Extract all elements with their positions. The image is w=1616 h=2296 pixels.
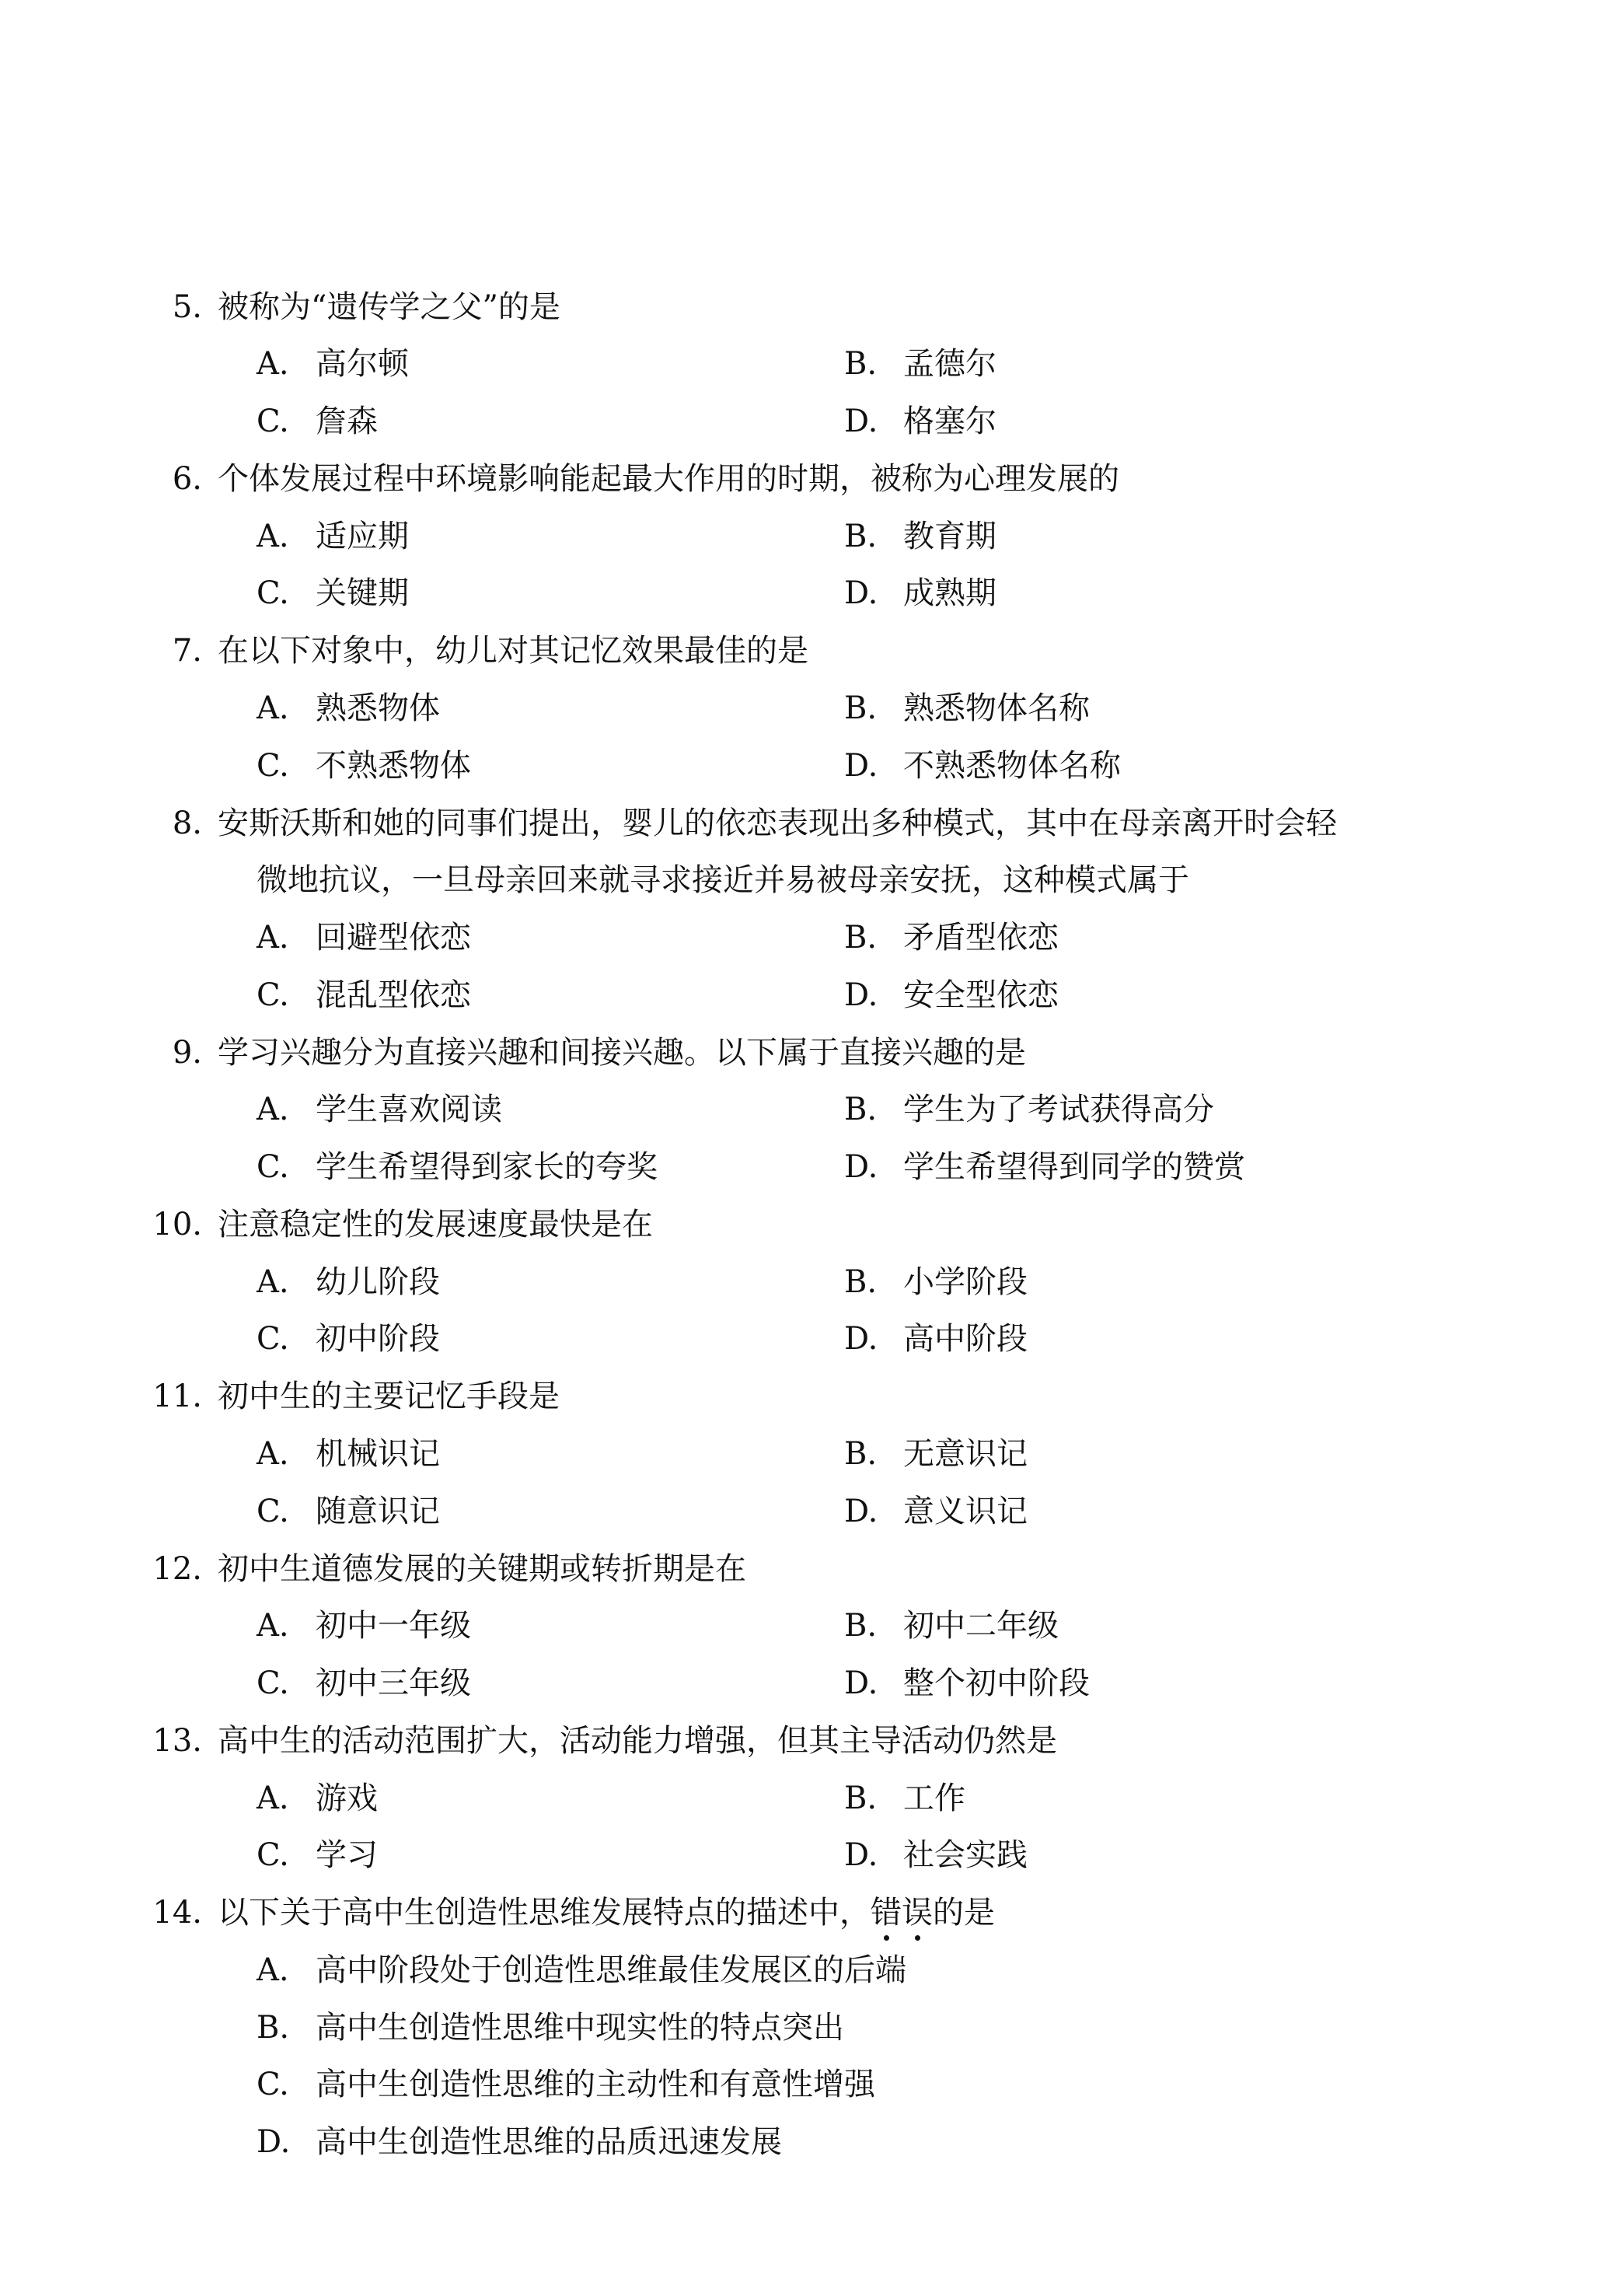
option-text: 高中生创造性思维的品质迅速发展 [316, 2124, 782, 2160]
emphasized-word [871, 1895, 933, 1931]
option-text: 孟德尔 [903, 346, 996, 382]
option-text: 适应期 [316, 519, 409, 554]
option-letter: D. [257, 2124, 291, 2160]
option-text: 初中阶段 [316, 1321, 440, 1357]
option-text: 回避型依恋 [316, 920, 471, 956]
question-text: 被称为“遗传学之父”的是 [218, 289, 560, 325]
option-letter: C. [257, 1665, 289, 1701]
question-number: 9. [172, 1035, 202, 1071]
option-letter: D. [844, 1149, 878, 1185]
question-text: 个体发展过程中环境影响能起最大作用的时期，被称为心理发展的 [218, 461, 1119, 497]
option-text: 格塞尔 [903, 404, 996, 439]
question-text: 安斯沃斯和她的同事们提出，婴儿的依恋表现出多种模式，其中在母亲离开时会轻 [218, 806, 1337, 841]
option-letter: B. [257, 2010, 290, 2046]
option-text: 工作 [903, 1781, 965, 1816]
question-text-end: 的是 [933, 1895, 995, 1931]
option-text: 初中二年级 [903, 1608, 1059, 1644]
option-letter: B. [844, 690, 878, 726]
question-text-continued: 微地抗议，一旦母亲回来就寻求接近并易被母亲安抚，这种模式属于 [257, 862, 1189, 898]
option-text: 学生希望得到家长的夸奖 [316, 1149, 658, 1185]
option-text: 随意识记 [316, 1494, 440, 1529]
option-text: 高中生创造性思维的主动性和有意性增强 [316, 2067, 875, 2102]
question-text [218, 1894, 995, 1931]
option-letter: C. [257, 1494, 289, 1529]
question-text: 注意稳定性的发展速度最快是在 [218, 1207, 653, 1242]
option-letter: D. [844, 977, 878, 1013]
question-text: 在以下对象中，幼儿对其记忆效果最佳的是 [218, 633, 808, 669]
question-number: 8. [172, 806, 202, 841]
option-letter: B. [844, 920, 878, 956]
option-letter: A. [257, 1264, 289, 1300]
option-letter: B. [844, 1781, 878, 1816]
question-number: 12. [152, 1551, 202, 1587]
option-text: 矛盾型依恋 [903, 920, 1059, 956]
option-letter: C. [257, 2067, 289, 2102]
option-letter: D. [844, 1665, 878, 1701]
option-letter: B. [844, 1608, 878, 1644]
option-letter: C. [257, 1837, 289, 1873]
question-text: 学习兴趣分为直接兴趣和间接兴趣。以下属于直接兴趣的是 [218, 1035, 1026, 1071]
option-letter: C. [257, 748, 289, 784]
option-letter: C. [257, 404, 289, 439]
option-text: 学习 [316, 1837, 378, 1873]
option-letter: B. [844, 1092, 878, 1127]
option-letter: D. [844, 1837, 878, 1873]
option-letter: A. [257, 519, 289, 554]
option-letter: C. [257, 977, 289, 1013]
option-letter: A. [257, 1781, 289, 1816]
question-text: 高中生的活动范围扩大，活动能力增强，但其主导活动仍然是 [218, 1723, 1057, 1759]
question-8-continuation [257, 861, 1189, 899]
option-letter: A. [257, 1608, 289, 1644]
question-text: 初中生道德发展的关键期或转折期是在 [218, 1551, 746, 1587]
option-text: 无意识记 [903, 1436, 1028, 1472]
option-letter: A. [257, 1092, 289, 1127]
option-text: 安全型依恋 [903, 977, 1059, 1013]
emphasis-dots [871, 1935, 1026, 1943]
option-letter: B. [844, 346, 878, 382]
option-letter: D. [844, 748, 878, 784]
option-text: 学生希望得到同学的赞赏 [903, 1149, 1245, 1185]
option-text: 小学阶段 [903, 1264, 1028, 1300]
option-letter: C. [257, 1321, 289, 1357]
option-text: 学生喜欢阅读 [316, 1092, 502, 1127]
option-letter: D. [844, 1321, 878, 1357]
option-letter: A. [257, 346, 289, 382]
question-number: 6. [172, 461, 202, 497]
option-letter: A. [257, 920, 289, 956]
option-letter: B. [844, 1264, 878, 1300]
option-text: 教育期 [903, 519, 996, 554]
option-letter: C. [257, 575, 289, 611]
option-text: 机械识记 [316, 1436, 440, 1472]
emphasis-dot [884, 1935, 889, 1941]
option-text: 初中一年级 [316, 1608, 471, 1644]
option-text: 熟悉物体名称 [903, 690, 1090, 726]
question-number: 14. [152, 1895, 202, 1931]
emphasis-dot [915, 1935, 920, 1941]
option-text: 詹森 [316, 404, 378, 439]
option-letter: D. [844, 404, 878, 439]
option-text: 不熟悉物体 [316, 748, 471, 784]
option-letter: D. [844, 1494, 878, 1529]
option-text: 混乱型依恋 [316, 977, 471, 1013]
question-text: 初中生的主要记忆手段是 [218, 1379, 560, 1414]
option-text: 高中阶段 [903, 1321, 1028, 1357]
option-letter: B. [844, 519, 878, 554]
option-letter: A. [257, 1436, 289, 1472]
question-number: 13. [152, 1723, 202, 1759]
emphasis-text: 错误 [871, 1895, 933, 1931]
option-letter: A. [257, 1952, 289, 1988]
option-text: 学生为了考试获得高分 [903, 1092, 1214, 1127]
option-text: 游戏 [316, 1781, 378, 1816]
option-text: 不熟悉物体名称 [903, 748, 1121, 784]
question-number: 5. [172, 289, 202, 325]
option-text: 初中三年级 [316, 1665, 471, 1701]
question-number: 10. [152, 1207, 202, 1242]
option-text: 意义识记 [903, 1494, 1028, 1529]
option-text: 成熟期 [903, 575, 996, 611]
option-text: 社会实践 [903, 1837, 1028, 1873]
question-number: 7. [172, 633, 202, 669]
option-text: 高尔顿 [316, 346, 409, 382]
option-text: 整个初中阶段 [903, 1665, 1090, 1701]
option-text: 关键期 [316, 575, 409, 611]
option-text: 幼儿阶段 [316, 1264, 440, 1300]
question-text-start: 以下关于高中生创造性思维发展特点的描述中， [218, 1895, 871, 1931]
option-letter: C. [257, 1149, 289, 1185]
option-letter: B. [844, 1436, 878, 1472]
option-letter: D. [844, 575, 878, 611]
question-number: 11. [152, 1379, 202, 1414]
option-letter: A. [257, 690, 289, 726]
option-text: 熟悉物体 [316, 690, 440, 726]
option-text: 高中生创造性思维中现实性的特点突出 [316, 2010, 844, 2046]
option-text: 高中阶段处于创造性思维最佳发展区的后端 [316, 1952, 906, 1988]
